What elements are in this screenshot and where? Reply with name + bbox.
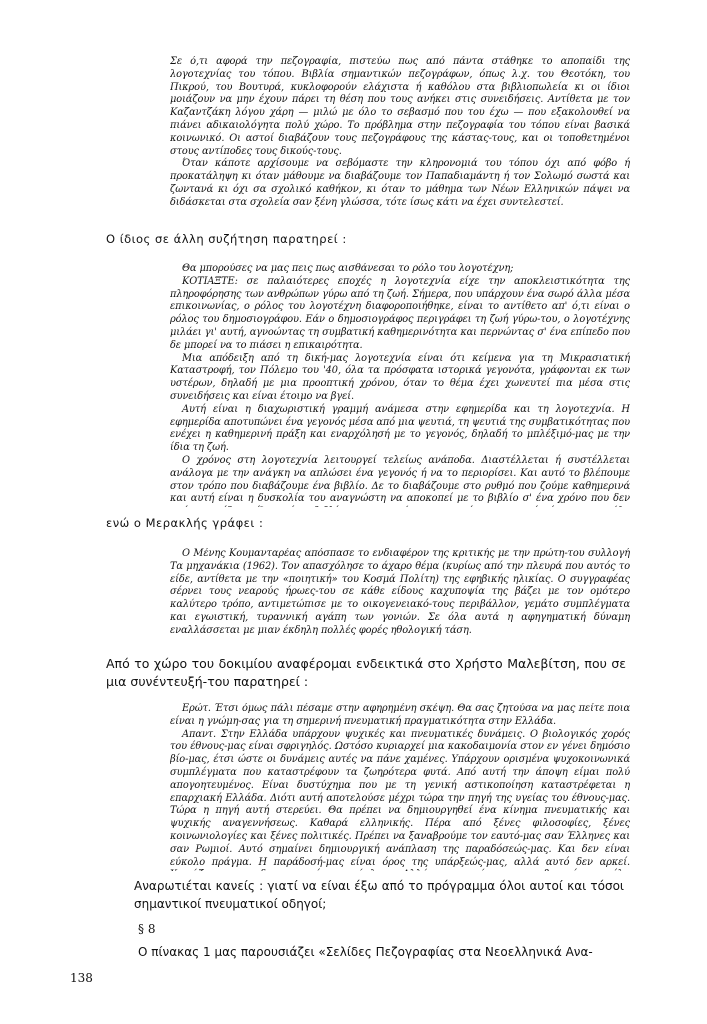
quote2-question: Θα μπορούσες να μας πεις πως αισθάνεσαι το ρόλο του λογοτέχνη;	[182, 263, 514, 274]
quote-prose-1	[170, 56, 630, 224]
intro-line-3: Από το χώρο του δοκιμίου αναφέρομαι ενδεικτικά στο Χρήστο Μαλεβίτση, που σε μια συνέντευξή-του παρατηρεί :	[106, 656, 626, 689]
page-number: 138	[70, 971, 93, 985]
quote-prose-2	[170, 263, 630, 507]
intro-line-2: ενώ ο Μερακλής γράφει :	[106, 516, 264, 530]
intro-line-1: Ο ίδιος σε άλλη συζήτηση παρατηρεί :	[106, 232, 347, 246]
quote3-paragraph-1: Ο Μένης Κουμανταρέας απόσπασε το ενδιαφέρον της κριτικής με την πρώτη-του συλλογή Τα μηχανάκια (1962). Τον απασχόλησε το άχαρο θέμα (κυρίως από την πλευρά που αυτός το είδε, αντίθετα με την «ποιητική» του Κοσμά Πολίτη) της εφηβικής ηλικίας. Ο συγγραφέας σέρνει τους νεαρούς ήρωες-του σε κάθε είδους καχυποψία της βάζει με τον ομότερο καλύτερο τρόπο, αντιμετώπισε με το οικογενειακό-τους περιβάλλον, γεμάτο συμπλέγματα και εγωιστική, τυραννική αγάπη των γονιών. Σε όλα αυτά η αφηγηματική δύναμη εναλλάσσεται με μιαν έκδηλη πολλές φορές ηθολογική τάση.	[170, 548, 630, 636]
quote2-paragraph-2: Μια απόδειξη από τη δική-μας λογοτεχνία είναι ότι κείμενα για τη Μικρασιατική Καταστροφή, τον Πόλεμο του '40, όλα τα πρόσφατα ιστορικά γεγονότα, γράφονται εκ των υστέρων, δηλαδή με μια προοπτική χρόνου, όταν το θέμα έχει χωνευτεί πια μέσα στις συνειδήσεις και είναι έτοιμο να βγεί.	[170, 352, 630, 402]
quote-prose-4	[170, 703, 630, 871]
quote4-paragraph-1: Ερώτ. Έτσι όμως πάλι πέσαμε στην αφηρημένη σκέψη. Θα σας ζητούσα να μας πείτε ποια είναι η γνώμη-σας για τη σημερινή πνευματική πραγματικότητα στην Ελλάδα.	[170, 703, 630, 727]
quote-prose-3	[170, 548, 630, 638]
section-mark: § 8	[138, 922, 156, 936]
quote1-paragraph-1: Σε ό,τι αφορά την πεζογραφία, πιστεύω πως από πάντα στάθηκε το αποπαίδι της λογοτεχνίας του τόπου. Βιβλία σημαντικών πεζογράφων, όπως λ.χ. του Θεοτόκη, του Πικρού, του Βουτυρά, κυκλοφορούν ελάχιστα ή καθόλου στα βιβλιοπωλεία κι οι ίδιοι μοιάζουν να μην έχουν πάρει τη θέση που τους ανήκει στις συνειδήσεις. Αντίθετα με τον Καζαντζάκη λόγου χάρη — μιλώ με όλο το σεβασμό που του έχω — που εξακολουθεί να πιάνει αδικαιολόγητα πολύ χώρο. Το πρόβλημα στην πεζογραφία του τόπου είναι βασικά κοινωνικό. Οι αστοί διαβάζουν τους πεζογράφους της κάστας-τους, και οι τοποθετημένοι στους αντίποδες τους δικούς-τους.	[170, 56, 630, 157]
quote1-paragraph-2: Όταν κάποτε αρχίσουμε να σεβόμαστε την κληρονομιά του τόπου όχι από φόβο ή προκατάληψη κι όταν μάθουμε να διαβάζουμε τον Παπαδιαμάντη ή τον Σολωμό σωστά και ζωντανά κι όχι σα σχολικό καθήκον, κι όταν το μάθημα των Νέων Ελληνικών πάψει να διδάσκεται στα σχολεία σαν ξένη γλώσσα, τότε ίσως κάτι να έχει συντελεστεί.	[170, 158, 630, 208]
quote2-paragraph-4: Ο χρόνος στη λογοτεχνία λειτουργεί τελείως ανάποδα. Διαστέλλεται ή συστέλλεται ανάλογα με την ανάγκη να απλώσει ένα γεγονός ή να το περιορίσει. Και αυτό το βλέπουμε στον τρόπο που διαβάζουμε ένα βιβλίο. Δε το διαβάζουμε στο ρυθμό που ζούμε καθημερινά και αυτή είναι η δυσκολία του αναγνώστη να αποκοπεί με το βιβλίο σ' ένα χρόνο που δεν	[170, 454, 630, 505]
quote2-paragraph-1: ΚΟΤΙΑΞΤΕ: σε παλαιότερες εποχές η λογοτεχνία είχε την αποκλειστικότητα της πληροφόρησης των ανθρώπων γύρω από τη ζωή. Σήμερα, που υπάρχουν ένα σωρό άλλα μέσα επικοινωνίας, ο ρόλος του λογοτέχνη διαφοροποιήθηκε, είναι το αντίθετο απ' ό,τι είναι ο ρόλος του δημοσιογράφου. Εάν ο δημοσιογράφος περιγράφει τη ζωή γύρω-του, ο λογοτέχνης μιλάει γι' αυτή, αγνοώντας τη συμβατική καθημερινότητα και περνώντας σ' ένα επίπεδο που δε μπορεί να το πιάσει η επικαιρότητα.	[170, 275, 630, 351]
final-line: Ο πίνακας 1 μας παρουσιάζει «Σελίδες Πεζογραφίας στα Νεοελληνικά Ανα-	[138, 945, 593, 959]
quote2-paragraph-3: Αυτή είναι η διαχωριστική γραμμή ανάμεσα στην εφημερίδα και τη λογοτεχνία. Η εφημερίδα αποτυπώνει ένα γεγονός μέσα από μια ψευτιά, τη ψευτιά της συμβατικότητας που ενέχει η καθημερινή πράξη και εναρχόλησή με το γεγονός, δηλαδή το μπλέξιμό-μας με την ίδια τη ζωή.	[170, 403, 630, 454]
quote4-paragraph-2: Απαντ. Στην Ελλάδα υπάρχουν ψυχικές και πνευματικές δυνάμεις. Ο βιολογικός χορός του έθνους-μας είναι σφριγηλός. Ωστόσο κυριαρχεί μια κακοδαιμονία στον εν γένει δημόσιο βίο-μας, έτσι ώστε οι δυνάμεις αυτές να πάνε χαμένες. Υπάρχουν ορισμένα ψυχοκοινωνικά συμπλέγματα που καταστρέφουν τα ζωηρότερα φυτά. Από αυτή την άποψη είμαι πολύ απογοητευμένος. Είναι δυστύχημα που με τη γενική αστικοποίηση καταστρέφεται η επαρχιακή Ελλάδα. Διότι αυτή αποτελούσε μέχρι τώρα την πηγή της υγείας του έθνους-μας. Τώρα η πηγή αυτή στερεύει. Θα πρέπει να δημιουργηθεί ένα κίνημα πνευματικής και ψυχικής αναγεννήσεως. Καθαρά ελληνικής. Πέρα από ξένες φιλοσοφίες, ξένες κοινωνιολογίες και ξένες πολιτικές. Πρέπει να ξαναβρούμε τον εαυτό-μας σαν Έλληνες και σαν Ρωμιοί. Αυτό σημαίνει δημιουργική ανάπλαση της παραδόσεώς-μας. Και δεν είναι εύκολο πράγμα. Η παράδοσή-μας είναι όρος της υπάρξεώς-μας, αλλά αυτό δεν αρκεί.	[170, 728, 630, 868]
conclusion-paragraph: Αναρωτιέται κανείς : γιατί να είναι έξω από το πρόγραμμα όλοι αυτοί και τόσοι σημαντικοί πνευματικοί οδηγοί;	[134, 879, 624, 911]
